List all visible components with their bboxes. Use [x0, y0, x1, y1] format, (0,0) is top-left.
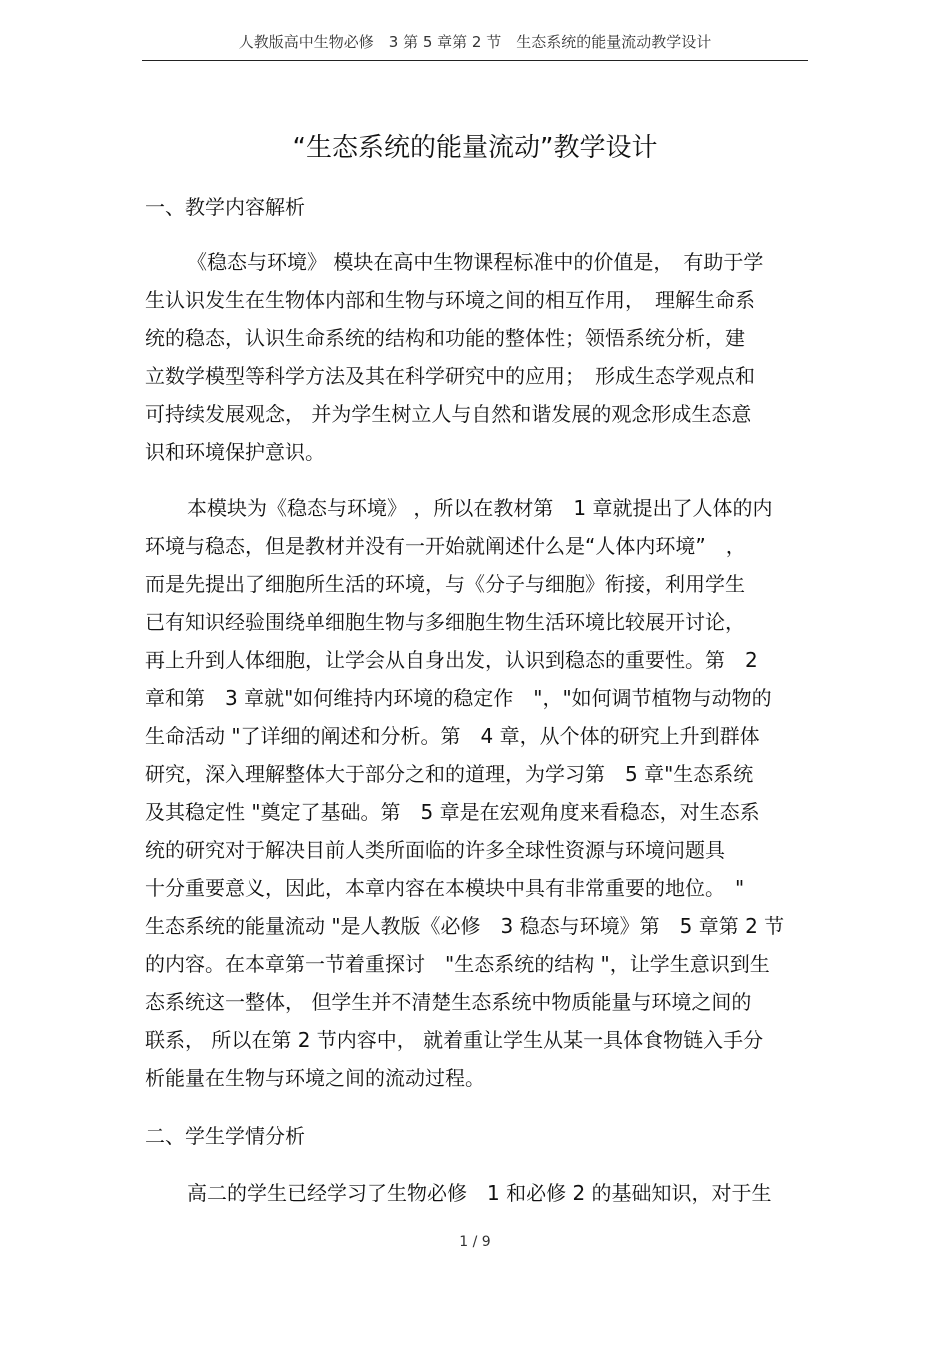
text-line: 《稳态与环境》 模块在高中生物课程标准中的价值是， 有助于学	[187, 250, 764, 274]
text-line: 及其稳定性 "奠定了基础。第 5 章是在宏观角度来看稳态，对生态系	[145, 800, 760, 824]
text-line: 再上升到人体细胞，让学会从自身出发，认识到稳态的重要性。第 2	[145, 648, 758, 672]
text-line: 高二的学生已经学习了生物必修 1 和必修 2 的基础知识，对于生	[187, 1181, 772, 1205]
text-line: 可持续发展观念， 并为学生树立人与自然和谐发展的观念形成生态意	[145, 402, 752, 426]
text-line: 的内容。在本章第一节着重探讨 "生态系统的结构 "，让学生意识到生	[145, 952, 770, 976]
header-text: 人教版高中生物必修 3 第 5 章第 2 节 生态系统的能量流动教学设计	[238, 33, 712, 51]
text-line: 而是先提出了细胞所生活的环境，与《分子与细胞》衔接，利用学生	[145, 572, 745, 596]
document-title: “生态系统的能量流动”教学设计	[292, 133, 658, 163]
text-line: 联系， 所以在第 2 节内容中， 就着重让学生从某一具体食物链入手分	[145, 1028, 764, 1052]
text-line: 生态系统的能量流动 "是人教版《必修 3 稳态与环境》第 5 章第 2 节	[145, 914, 785, 938]
section-heading-student-analysis: 二、学生学情分析	[145, 1124, 305, 1148]
text-line: 十分重要意义，因此，本章内容在本模块中具有非常重要的地位。 "	[145, 876, 745, 900]
text-line: 章和第 3 章就"如何维持内环境的稳定作 "，"如何调节植物与动物的	[145, 686, 772, 710]
text-line: 态系统这一整体， 但学生并不清楚生态系统中物质能量与环境之间的	[145, 990, 752, 1014]
text-line: 环境与稳态，但是教材并没有一开始就阐述什么是“人体内环境” ，	[145, 534, 746, 558]
paragraph-module-structure	[145, 489, 815, 1097]
paragraph-student-background	[145, 1174, 815, 1212]
text-line: 立数学模型等科学方法及其在科学研究中的应用； 形成生态学观点和	[145, 364, 755, 388]
text-line: 生认识发生在生物体内部和生物与环境之间的相互作用， 理解生命系	[145, 288, 755, 312]
text-line: 已有知识经验围绕单细胞生物与多细胞生物生活环境比较展开讨论，	[145, 610, 745, 634]
text-line: 生命活动 "了详细的阐述和分析。第 4 章，从个体的研究上升到群体	[145, 724, 760, 748]
paragraph-module-value	[145, 243, 815, 471]
text-line: 析能量在生物与环境之间的流动过程。	[145, 1066, 485, 1090]
text-line: 识和环境保护意识。	[145, 440, 325, 464]
text-line: 统的稳态，认识生命系统的结构和功能的整体性；领悟系统分析，建	[145, 326, 745, 350]
text-line: 研究，深入理解整体大于部分之和的道理，为学习第 5 章"生态系统	[145, 762, 754, 786]
page-number: 1 / 9	[459, 1234, 491, 1250]
page-header	[142, 30, 808, 61]
section-heading-content-analysis: 一、教学内容解析	[145, 195, 305, 219]
text-line: 统的研究对于解决目前人类所面临的许多全球性资源与环境问题具	[145, 838, 725, 862]
text-line: 本模块为《稳态与环境》 ，所以在教材第 1 章就提出了人体的内	[187, 496, 773, 520]
